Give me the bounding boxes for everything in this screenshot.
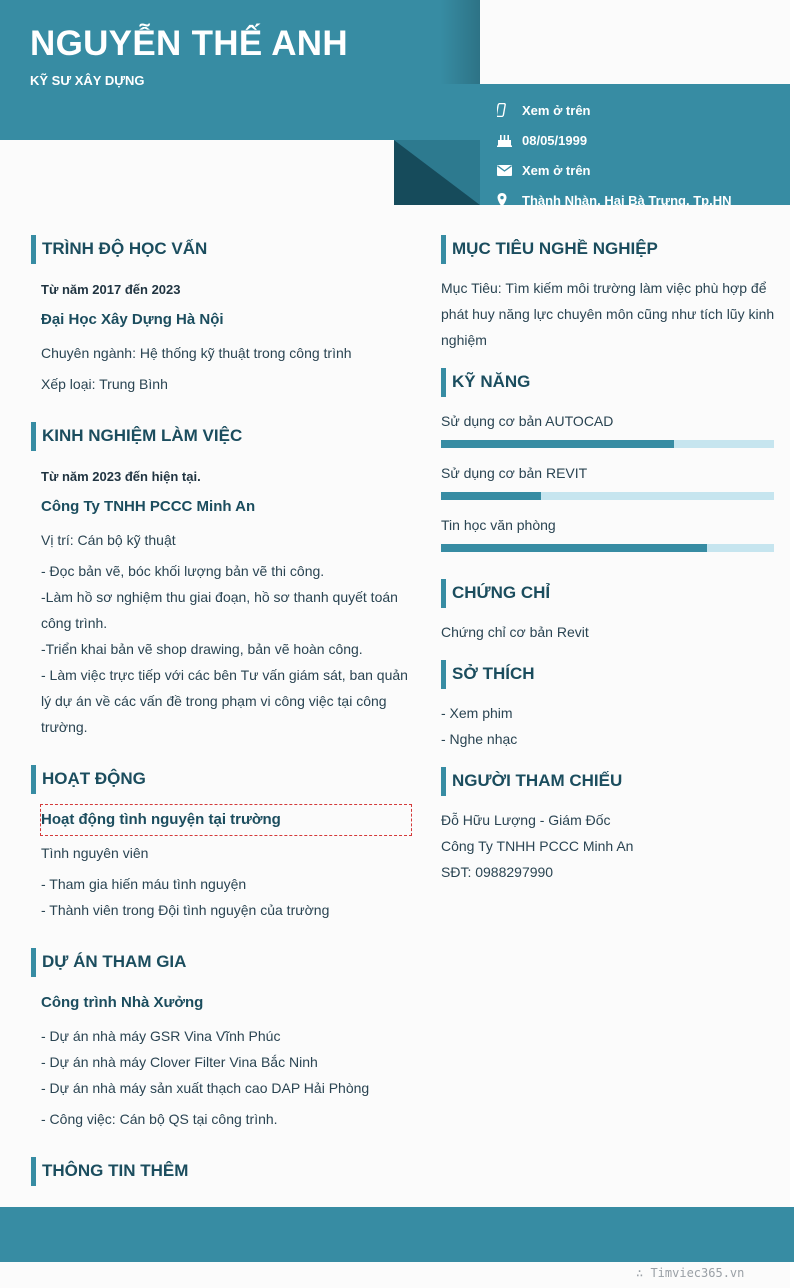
skill-label: Sử dụng cơ bản REVIT — [441, 465, 588, 481]
objective-line: phát huy năng lực chuyên môn cũng như tích lũy kinh — [441, 306, 775, 322]
objective-line: nghiệm — [441, 332, 487, 348]
certificates-section-title: CHỨNG CHỈ — [441, 579, 781, 608]
skill-bar-track — [441, 544, 774, 552]
experience-period: Từ năm 2023 đến hiện tại. — [41, 469, 201, 484]
skill-bar-track — [441, 440, 774, 448]
activity-role: Tình nguyên viên — [41, 845, 149, 861]
experience-line: - Làm việc trực tiếp với các bên Tư vấn giám sát, ban quản — [41, 667, 408, 683]
skills-section-title: KỸ NĂNG — [441, 368, 781, 397]
skill-bar-fill — [441, 492, 541, 500]
hobby-item: - Nghe nhạc — [441, 731, 518, 747]
section-accent-bar — [31, 948, 36, 977]
skill-label: Tin học văn phòng — [441, 517, 556, 533]
section-accent-bar — [441, 368, 446, 397]
project-line: - Dự án nhà máy GSR Vina Vĩnh Phúc — [41, 1028, 281, 1044]
education-section-title: TRÌNH ĐỘ HỌC VẤN — [31, 235, 411, 264]
reference-line: SĐT: 0988297990 — [441, 864, 554, 880]
experience-section-title: KINH NGHIỆM LÀM VIỆC — [31, 422, 411, 451]
section-accent-bar — [31, 765, 36, 794]
contact-phone — [497, 95, 731, 125]
experience-line: trường. — [41, 719, 88, 735]
project-name: Công trình Nhà Xưởng — [41, 994, 204, 1011]
contact-email-text: Xem ở trên — [522, 162, 591, 178]
objective-section-title: MỤC TIÊU NGHỀ NGHIỆP — [441, 235, 781, 264]
skill-bar-fill — [441, 544, 707, 552]
skill-bar-fill — [441, 440, 674, 448]
objective-line: Mục Tiêu: Tìm kiếm môi trường làm việc phù hợp để — [441, 280, 767, 296]
candidate-job-title: KỸ SƯ XÂY DỰNG — [30, 73, 145, 88]
phone-icon — [497, 103, 515, 117]
experience-line: - Đọc bản vẽ, bóc khối lượng bản vẽ thi công. — [41, 563, 325, 579]
footer-band — [0, 1207, 794, 1262]
activity-line: - Tham gia hiến máu tình nguyện — [41, 876, 247, 892]
contact-birthday-text: 08/05/1999 — [522, 132, 588, 148]
reference-line: Công Ty TNHH PCCC Minh An — [441, 838, 634, 854]
activities-section-title: HOẠT ĐỘNG — [31, 765, 411, 794]
projects-section-title: DỰ ÁN THAM GIA — [31, 948, 411, 977]
section-accent-bar — [31, 422, 36, 451]
project-job: - Công việc: Cán bộ QS tại công trình. — [41, 1111, 278, 1127]
contact-birthday — [497, 125, 731, 155]
candidate-name: NGUYỄN THẾ ANH — [30, 24, 348, 63]
education-grade: Xếp loại: Trung Bình — [41, 376, 168, 392]
activity-name[interactable]: Hoạt động tình nguyện tại trường — [41, 811, 281, 828]
references-section-title: NGƯỜI THAM CHIẾU — [441, 767, 781, 796]
experience-line: -Làm hồ sơ nghiệm thu giai đoạn, hồ sơ thanh quyết toán — [41, 589, 398, 605]
birthday-cake-icon — [497, 133, 515, 147]
skill-bar-track — [441, 492, 774, 500]
education-school: Đại Học Xây Dựng Hà Nội — [41, 311, 224, 328]
experience-company: Công Ty TNHH PCCC Minh An — [41, 498, 256, 515]
education-period: Từ năm 2017 đến 2023 — [41, 282, 181, 297]
contact-address — [497, 185, 731, 215]
hobby-item: - Xem phim — [441, 705, 513, 721]
section-accent-bar — [441, 767, 446, 796]
experience-position: Vị trí: Cán bộ kỹ thuật — [41, 532, 176, 548]
more-info-section-title: THÔNG TIN THÊM — [31, 1157, 411, 1186]
section-accent-bar — [441, 660, 446, 689]
contact-list — [497, 95, 731, 215]
certificate-item: Chứng chỉ cơ bản Revit — [441, 624, 589, 640]
experience-line: công trình. — [41, 615, 108, 631]
reference-line: Đỗ Hữu Lượng - Giám Đốc — [441, 812, 611, 828]
section-accent-bar — [31, 235, 36, 264]
envelope-icon — [497, 165, 515, 176]
location-pin-icon — [497, 193, 515, 207]
experience-line: lý dự án về các vấn đề trong phạm vi công việc tại công — [41, 693, 387, 709]
section-accent-bar — [441, 579, 446, 608]
section-accent-bar — [441, 235, 446, 264]
skill-label: Sử dụng cơ bản AUTOCAD — [441, 413, 614, 429]
contact-phone-text: Xem ở trên — [522, 102, 591, 118]
project-line: - Dự án nhà máy sản xuất thạch cao DAP Hải Phòng — [41, 1080, 370, 1096]
header-fold-corner — [394, 140, 480, 205]
section-accent-bar — [31, 1157, 36, 1186]
activity-line: - Thành viên trong Đội tình nguyện của trường — [41, 902, 330, 918]
contact-address-text: Thành Nhàn, Hai Bà Trưng, Tp.HN — [522, 192, 732, 208]
site-watermark: ∴ Timviec365.vn — [636, 1266, 745, 1280]
experience-line: -Triển khai bản vẽ shop drawing, bản vẽ hoàn công. — [41, 641, 363, 657]
hobbies-section-title: SỞ THÍCH — [441, 660, 781, 689]
contact-email — [497, 155, 731, 185]
education-major: Chuyên ngành: Hệ thống kỹ thuật trong công trình — [41, 345, 352, 361]
project-line: - Dự án nhà máy Clover Filter Vina Bắc Ninh — [41, 1054, 318, 1070]
